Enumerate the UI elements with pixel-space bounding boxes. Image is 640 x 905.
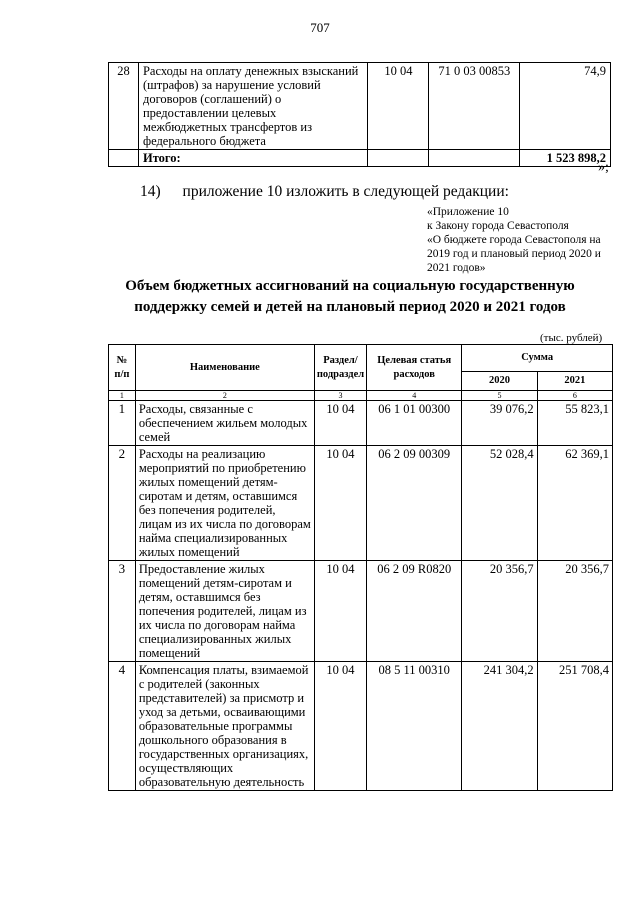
row-name: Расходы на реализацию мероприятий по приобретению жилых помещений детям-сиротам и детям, оставшимся без попечения родителей, лицам из их числа по договорам найма специализированных жилых помещений (135, 446, 314, 561)
row-amount-2021: 251 708,4 (537, 662, 612, 791)
appendix-line-2: к Закону города Севастополя (427, 220, 569, 232)
row-number: 28 (109, 63, 139, 150)
row-article: 08 5 11 00310 (367, 662, 462, 791)
row-amount: 74,9 (520, 63, 611, 150)
row-number: 4 (109, 662, 136, 791)
budget-allocation-table (108, 344, 613, 791)
appendix-line-3: «О бюджете города Севастополя на 2019 год и плановый период 2020 и 2021 годов» (427, 234, 601, 274)
row-amount-2021: 62 369,1 (537, 446, 612, 561)
appendix-line-1: «Приложение 10 (427, 206, 509, 218)
instruction (140, 183, 509, 201)
header-2021: 2021 (537, 372, 612, 391)
row-name: Предоставление жилых помещений детям-сиротам и детям, оставшимся без попечения родителей, лицам из их числа по договорам найма специализированных жилых помещений (135, 561, 314, 662)
row-section: 10 04 (314, 446, 366, 561)
table-row (109, 662, 613, 791)
row-amount-2020: 39 076,2 (462, 401, 537, 446)
row-article: 71 0 03 00853 (429, 63, 520, 150)
index-cell: 4 (367, 391, 462, 401)
row-section: 10 04 (314, 662, 366, 791)
row-amount-2020: 20 356,7 (462, 561, 537, 662)
index-cell: 3 (314, 391, 366, 401)
total-amount: 1 523 898,2 (520, 150, 611, 167)
row-section: 10 04 (314, 401, 366, 446)
table-row (109, 446, 613, 561)
row-name: Компенсация платы, взимаемой с родителей (законных представителей) за присмотр и уход за детьми, осваивающими образовательные программы дошкольного образования в государственных организациях, осуществляющих образовательную деятельность (135, 662, 314, 791)
row-amount-2020: 52 028,4 (462, 446, 537, 561)
page-number: 707 (310, 20, 330, 35)
row-amount-2020: 241 304,2 (462, 662, 537, 791)
row-number: 3 (109, 561, 136, 662)
unit-label: (тыс. рублей) (540, 332, 603, 344)
index-cell: 1 (109, 391, 136, 401)
document-title: Объем бюджетных ассигнований на социальную государственную поддержку семей и детей на плановый период 2020 и 2021 годов (125, 278, 575, 315)
index-cell: 6 (537, 391, 612, 401)
table-row (109, 63, 611, 150)
row-article: 06 2 09 R0820 (367, 561, 462, 662)
row-number: 1 (109, 401, 136, 446)
total-row (109, 150, 611, 167)
header-2020: 2020 (462, 372, 537, 391)
table-row (109, 561, 613, 662)
row-article: 06 1 01 00300 (367, 401, 462, 446)
instruction-text: приложение 10 изложить в следующей редакции: (182, 183, 509, 200)
previous-appendix-table (108, 62, 611, 167)
closing-mark: »; (598, 160, 609, 175)
row-section: 10 04 (314, 561, 366, 662)
total-label: Итого: (138, 150, 368, 167)
row-number: 2 (109, 446, 136, 561)
header-section: Раздел/ подраздел (314, 345, 366, 391)
header-no: № п/п (109, 345, 136, 391)
table-row (109, 401, 613, 446)
row-article: 06 2 09 00309 (367, 446, 462, 561)
row-section: 10 04 (368, 63, 429, 150)
instruction-number: 14) (140, 183, 161, 200)
header-sum: Сумма (462, 345, 613, 372)
index-cell: 2 (135, 391, 314, 401)
header-article: Целевая статья расходов (367, 345, 462, 391)
index-row (109, 391, 613, 401)
row-amount-2021: 55 823,1 (537, 401, 612, 446)
row-name: Расходы на оплату денежных взысканий (штрафов) за нарушение условий договоров (соглашений) о предоставлении целевых межбюджетных трансфертов из федерального бюджета (138, 63, 368, 150)
appendix-note (427, 205, 617, 275)
row-name: Расходы, связанные с обеспечением жильем молодых семей (135, 401, 314, 446)
index-cell: 5 (462, 391, 537, 401)
row-amount-2021: 20 356,7 (537, 561, 612, 662)
header-name: Наименование (135, 345, 314, 391)
header-row (109, 345, 613, 372)
